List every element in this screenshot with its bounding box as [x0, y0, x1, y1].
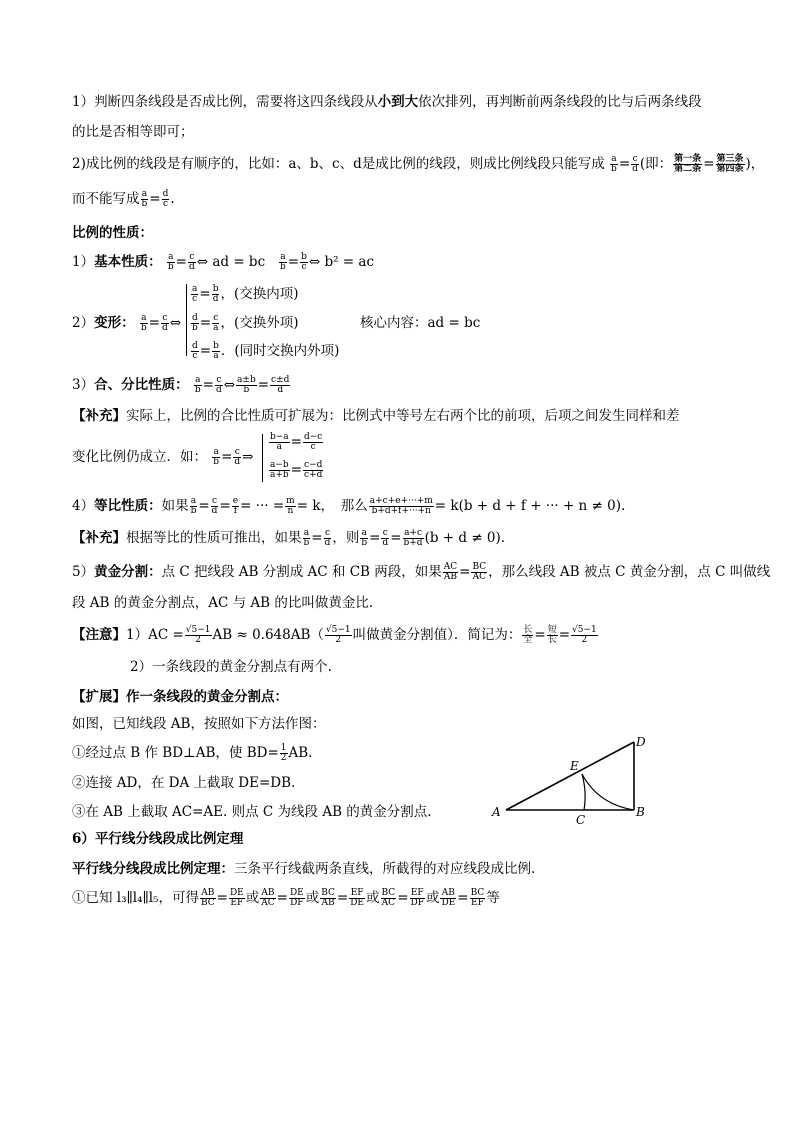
- transform-row-1: $\frac{a}{c}$ = $\frac{b}{d}$ ，(交换内项): [192, 284, 299, 304]
- label-B: B: [636, 805, 645, 819]
- extension-line-1: 如图，已知线段 AB，按照如下方法作图：: [72, 716, 326, 732]
- label-A: A: [492, 805, 501, 819]
- label-E: E: [570, 759, 579, 773]
- extension-step-1: ①经过点 B 作 BD⊥AB，使 BD= $\frac{1}{2}$ AB.: [72, 743, 313, 763]
- extension-step-3: ③在 AB 上截取 AC=AE. 则点 C 为线段 AB 的黄金分割点.: [72, 804, 432, 820]
- system-brace: [262, 434, 263, 482]
- compound-property: 3）合、分比性质： $\frac{a}{b}$ = $\frac{c}{d}$ ⇔ $\frac{a\pm b}{b}$ = $\frac{c\pm d}{d}$: [72, 375, 290, 395]
- transform-row-2: $\frac{d}{b}$ = $\frac{c}{a}$ ，(交换外项): [192, 313, 299, 333]
- transform-property-label: 2）变形： $\frac{a}{b}$ = $\frac{c}{d}$ ⇔: [72, 313, 182, 333]
- rule-1-line-2: 的比是否相等即可；: [72, 124, 194, 140]
- supplement-1-line-2: 变化比例仍成立．如： $\frac{a}{b}$ = $\frac{c}{d}$ ⇒: [72, 447, 254, 467]
- equal-ratio-property: 4）等比性质：如果 $\frac{a}{b}$ = $\frac{c}{d}$ = $\frac{e}{f}$ = ··· = $\frac{m}{n}$ = k， 那么 $\frac{a+c+e+\cdot\cdot\cdot+m}{b+d+f+\cdot\cdot\cdot+n}$ = k(b + d + f + ··· + n ≠ 0).: [72, 496, 626, 516]
- note-1: 【注意】1）AC = $\frac{√5-1}{2}$ AB ≈ 0.648AB（ $\frac{√5-1}{2}$ 叫做黄金分割值）．简记为： 长 全 = 短 长 = $\frac{√5-1}{2}$: [72, 625, 597, 645]
- system-row-2: $\frac{a-b}{a+b}$ = $\frac{c-d}{c+d}$: [270, 460, 323, 480]
- extension-step-2: ②连接 AD，在 DA 上截取 DE=DB.: [72, 775, 296, 791]
- system-row-1: $\frac{b-a}{a}$ = $\frac{d-c}{c}$: [270, 432, 323, 452]
- label-C: C: [576, 813, 586, 826]
- golden-section-line-2: 段 AB 的黄金分割点，AC 与 AB 的比叫做黄金比.: [72, 595, 374, 611]
- brace-line: [186, 284, 188, 356]
- supplement-1-line-1: 【补充】实际上，比例的合比性质可扩展为：比例式中等号左右两个比的前项，后项之间发生同样和差: [72, 408, 680, 424]
- rule-2-line-2: 而不能写成 $\frac{a}{b}$ = $\frac{d}{c}$ .: [72, 189, 175, 209]
- extension-heading: 【扩展】作一条线段的黄金分割点：: [72, 689, 288, 705]
- transform-core: 核心内容：ad = bc: [360, 315, 481, 331]
- golden-section-line-1: 5）黄金分割：点 C 把线段 AB 分割成 AC 和 CB 两段，如果 $\frac{AC}{AB}$ = $\frac{BC}{AC}$ ，那么线段 AB 被点 C 黄金分割，点 C 叫做线: [72, 562, 771, 582]
- golden-section-figure: [488, 732, 658, 826]
- rule-1-line-1: 1）判断四条线段是否成比例，需要将这四条线段从小到大依次排列，再判断前两条线段的比与后两条线段: [72, 94, 702, 110]
- note-2: 2）一条线段的黄金分割点有两个.: [130, 659, 332, 675]
- section-properties-heading: 比例的性质：: [72, 225, 153, 241]
- section-6-theorem: 平行线分线段成比例定理：三条平行线截两条直线，所截得的对应线段成比例.: [72, 861, 536, 877]
- label-D: D: [636, 735, 646, 749]
- section-6-heading: 6）平行线分线段成比例定理: [72, 831, 244, 847]
- rule-2-line-1: 2)成比例的线段是有顺序的，比如：a、b、c、d是成比例的线段，则成比例线段只能写成 $\frac{a}{b}$ = $\frac{c}{d}$ (即： 第一条 第二条 = 第三条 第四条 )，: [72, 154, 765, 174]
- basic-property: 1）基本性质： $\frac{a}{b}$ = $\frac{c}{d}$ ⇔ ad = bc $\frac{a}{b}$ = $\frac{b}{c}$ ⇔ b² = ac: [72, 252, 375, 272]
- section-6-example: ①已知 l₃∥l₄∥l₅，可得 $\frac{AB}{BC}$ = $\frac{DE}{EF}$ 或 $\frac{AB}{AC}$ = $\frac{DE}{DF}$ 或 $\frac{BC}{AB}$ = $\frac{EF}{DE}$ 或 $\frac{BC}{AC}$ = $\frac{EF}{DF}$ 或 $\frac{AB}{DE}$ = $\frac{BC}{EF}$ 等: [72, 888, 500, 908]
- transform-row-3: $\frac{d}{c}$ = $\frac{b}{a}$ ．(同时交换内外项): [192, 341, 340, 361]
- supplement-2: 【补充】根据等比的性质可推出，如果 $\frac{a}{b}$ = $\frac{c}{d}$ ，则 $\frac{a}{b}$ = $\frac{c}{d}$ = $\frac{a+c}{b+d}$ (b + d ≠ 0).: [72, 528, 506, 548]
